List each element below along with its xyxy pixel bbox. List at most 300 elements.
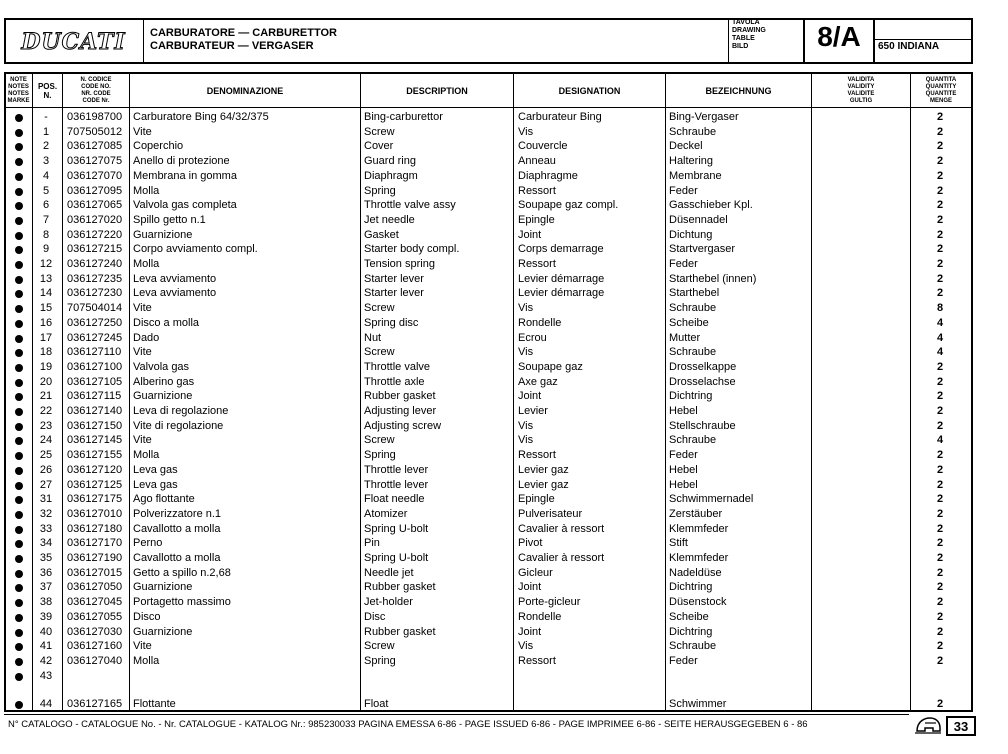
designation-cell: Joint xyxy=(518,228,542,241)
code-cell: 036127240 xyxy=(67,258,123,270)
pos-cell: 43 xyxy=(39,669,53,682)
bezeichnung-cell: Schwimmer xyxy=(669,698,727,711)
table-row xyxy=(0,139,1008,154)
table-row xyxy=(0,507,1008,522)
table-row xyxy=(0,669,1008,684)
table-row xyxy=(0,316,1008,331)
note-bullet-icon xyxy=(15,379,23,387)
code-cell: 036127065 xyxy=(67,199,123,212)
table-row xyxy=(0,272,1008,287)
description-cell: Screw xyxy=(364,434,395,447)
note-bullet-icon xyxy=(15,570,23,578)
description-cell: Starter lever xyxy=(364,287,424,300)
note-bullet-icon xyxy=(15,701,23,709)
bezeichnung-cell: Düsennadel xyxy=(669,213,728,226)
note-bullet-icon xyxy=(15,261,23,269)
note-bullet-icon xyxy=(15,584,23,592)
code-cell: 036127165 xyxy=(67,698,123,711)
col-header-code xyxy=(63,75,129,107)
table-row xyxy=(0,389,1008,404)
pos-cell: 18 xyxy=(39,346,53,359)
note-bullet-icon xyxy=(15,320,23,328)
bezeichnung-cell: Mutter xyxy=(669,331,701,344)
quantity-cell: 2 xyxy=(936,493,944,506)
denominazione-cell: Molla xyxy=(133,449,160,462)
note-bullet-icon xyxy=(15,246,23,254)
description-cell: Rubber gasket xyxy=(364,625,436,638)
note-bullet-icon xyxy=(15,202,23,210)
note-bullet-icon xyxy=(15,526,23,534)
pos-cell: 17 xyxy=(39,331,53,344)
description-cell: Spring xyxy=(364,184,396,197)
pos-cell: 21 xyxy=(39,390,53,403)
denominazione-cell: Cavallotto a molla xyxy=(133,522,221,535)
description-cell: Disc xyxy=(364,610,386,623)
code-cell: 036127100 xyxy=(67,360,123,373)
denominazione-cell: Corpo avviamento compl. xyxy=(133,243,258,256)
designation-cell: Levier démarrage xyxy=(518,287,605,300)
col-header-line: NR. CODE xyxy=(81,91,111,97)
table-row xyxy=(0,419,1008,434)
table-row xyxy=(0,595,1008,610)
quantity-cell: 2 xyxy=(936,169,944,182)
designation-cell: Ressort xyxy=(518,258,556,270)
denominazione-cell: Anello di protezione xyxy=(133,155,230,168)
quantity-cell: 2 xyxy=(936,375,944,388)
description-cell: Atomizer xyxy=(364,507,408,520)
table-row xyxy=(0,463,1008,478)
pos-cell: 32 xyxy=(39,507,53,520)
description-cell: Adjusting lever xyxy=(364,405,437,417)
bezeichnung-cell: Feder xyxy=(669,654,698,667)
designation-cell: Rondelle xyxy=(518,610,562,623)
pos-cell: 14 xyxy=(39,287,53,300)
note-bullet-icon xyxy=(15,437,23,445)
col-header-line: N. CODICE xyxy=(80,77,112,83)
table-row xyxy=(0,639,1008,654)
denominazione-cell: Membrana in gomma xyxy=(133,169,237,182)
pos-cell: 25 xyxy=(39,449,53,462)
bezeichnung-cell: Starthebel xyxy=(669,287,720,300)
description-cell: Spring xyxy=(364,654,396,667)
designation-cell: Couvercle xyxy=(518,140,568,153)
denominazione-cell: Leva di regolazione xyxy=(133,405,229,417)
designation-cell: Joint xyxy=(518,390,542,403)
table-row xyxy=(0,566,1008,581)
catalogue-footer: N° CATALOGO - CATALOGUE No. - Nr. CATALOGUE - KATALOG Nr.: 985230033 PAGINA EMESSA 6-86 - PAGE ISSUED 6-86 - PAGE IMPRIMEE 6-86 - SEITE HERAUSGEGEBEN 6 - 86 xyxy=(8,719,808,730)
code-cell: 036127125 xyxy=(67,478,123,491)
table-row xyxy=(0,301,1008,316)
quantity-cell: 2 xyxy=(936,522,944,535)
description-cell: Float needle xyxy=(364,493,425,506)
denominazione-cell: Guarnizione xyxy=(133,390,193,403)
pos-cell: 41 xyxy=(39,640,53,653)
col-header-line: QUANTITA xyxy=(925,77,957,83)
table-row xyxy=(0,154,1008,169)
header-divider xyxy=(728,18,729,64)
designation-cell: Epingle xyxy=(518,493,555,506)
table-row xyxy=(0,404,1008,419)
denominazione-cell: Vite xyxy=(133,346,152,359)
bezeichnung-cell: Starthebel (innen) xyxy=(669,272,757,285)
table-row xyxy=(0,257,1008,272)
table-top-border xyxy=(4,72,973,74)
note-bullet-icon xyxy=(15,643,23,651)
pos-cell: 35 xyxy=(39,552,53,564)
code-cell: 036127010 xyxy=(67,507,123,520)
quantity-cell: 2 xyxy=(936,243,944,256)
note-bullet-icon xyxy=(15,276,23,284)
note-bullet-icon xyxy=(15,423,23,431)
denominazione-cell: Molla xyxy=(133,654,160,667)
pos-cell: 26 xyxy=(39,463,53,476)
description-cell: Screw xyxy=(364,346,395,359)
description-cell: Diaphragm xyxy=(364,169,418,182)
designation-cell: Levier xyxy=(518,405,548,417)
table-row xyxy=(0,697,1008,712)
code-cell: 036127180 xyxy=(67,522,123,535)
note-bullet-icon xyxy=(15,658,23,666)
designation-cell: Vis xyxy=(518,302,534,315)
col-header-line: MARKE xyxy=(7,98,30,104)
bezeichnung-cell: Scheibe xyxy=(669,316,709,329)
bezeichnung-cell: Haltering xyxy=(669,155,714,168)
code-cell: 036127070 xyxy=(67,169,123,182)
description-cell: Bing-carburettor xyxy=(364,111,443,123)
pos-cell: 20 xyxy=(39,375,53,388)
table-row xyxy=(0,625,1008,640)
col-header-line: MENGE xyxy=(929,98,952,104)
note-bullet-icon xyxy=(15,511,23,519)
table-header-bottom xyxy=(4,107,973,108)
description-cell: Needle jet xyxy=(364,566,414,579)
note-bullet-icon xyxy=(15,482,23,490)
code-cell: 036127045 xyxy=(67,596,123,609)
bezeichnung-cell: Hebel xyxy=(669,405,698,417)
code-cell: 036198700 xyxy=(67,111,123,123)
code-cell: 036127055 xyxy=(67,610,123,623)
table-row xyxy=(0,360,1008,375)
table-labels xyxy=(732,19,766,51)
bezeichnung-cell: Stift xyxy=(669,537,688,550)
quantity-cell: 2 xyxy=(936,596,944,609)
note-bullet-icon xyxy=(15,349,23,357)
code-cell: 036127015 xyxy=(67,566,123,579)
denominazione-cell: Vite xyxy=(133,125,152,138)
quantity-cell: 2 xyxy=(936,287,944,300)
bezeichnung-cell: Feder xyxy=(669,184,698,197)
quantity-cell: 2 xyxy=(936,184,944,197)
pos-cell: 33 xyxy=(39,522,53,535)
quantity-cell: 2 xyxy=(936,155,944,168)
col-header-validita xyxy=(812,75,910,107)
denominazione-cell: Spillo getto n.1 xyxy=(133,213,206,226)
pos-cell: 8 xyxy=(42,228,50,241)
title-line1: CARBURATORE — CARBURETTOR xyxy=(150,27,337,39)
table-row xyxy=(0,125,1008,140)
quantity-cell: 2 xyxy=(936,507,944,520)
table-number: 8/A xyxy=(817,21,861,52)
designation-cell: Soupape gaz xyxy=(518,360,583,373)
quantity-cell: 2 xyxy=(936,258,944,270)
bezeichnung-cell: Schraube xyxy=(669,434,717,447)
col-header-line: N. xyxy=(43,91,52,100)
denominazione-cell: Leva gas xyxy=(133,463,178,476)
pos-cell: 3 xyxy=(42,155,50,168)
table-label: DRAWING xyxy=(732,27,766,34)
denominazione-cell: Vite di regolazione xyxy=(133,419,224,432)
note-bullet-icon xyxy=(15,408,23,416)
col-header-bezeichnung: BEZEICHNUNG xyxy=(705,86,772,96)
page-title xyxy=(150,27,337,53)
designation-cell: Porte-gicleur xyxy=(518,596,581,609)
quantity-cell: 8 xyxy=(936,302,944,315)
denominazione-cell: Vite xyxy=(133,434,152,447)
designation-cell: Rondelle xyxy=(518,316,562,329)
pos-cell: 13 xyxy=(39,272,53,285)
description-cell: Spring xyxy=(364,449,396,462)
table-row xyxy=(0,213,1008,228)
pos-cell: 44 xyxy=(39,698,53,711)
pos-cell: 23 xyxy=(39,419,53,432)
code-cell: 036127145 xyxy=(67,434,123,447)
header-divider xyxy=(873,39,972,40)
pos-cell: 4 xyxy=(42,169,50,182)
table-row xyxy=(0,610,1008,625)
note-bullet-icon xyxy=(15,114,23,122)
quantity-cell: 2 xyxy=(936,449,944,462)
denominazione-cell: Guarnizione xyxy=(133,228,193,241)
description-cell: Throttle valve assy xyxy=(364,199,456,212)
quantity-cell: 2 xyxy=(936,478,944,491)
pos-cell: 31 xyxy=(39,493,53,506)
designation-cell: Soupape gaz compl. xyxy=(518,199,619,212)
note-bullet-icon xyxy=(15,599,23,607)
code-cell: 036127150 xyxy=(67,419,123,432)
denominazione-cell: Valvola gas xyxy=(133,360,190,373)
designation-cell: Ecrou xyxy=(518,331,547,344)
pos-cell: 1 xyxy=(42,125,50,138)
pos-cell: 40 xyxy=(39,625,53,638)
quantity-cell: 2 xyxy=(936,654,944,667)
designation-cell: Ressort xyxy=(518,654,556,667)
bezeichnung-cell: Bing-Vergaser xyxy=(669,111,739,123)
quantity-cell: 4 xyxy=(936,434,944,447)
note-bullet-icon xyxy=(15,496,23,504)
designation-cell: Ressort xyxy=(518,184,556,197)
helmet-icon xyxy=(913,716,943,736)
header-right-border xyxy=(971,18,973,64)
denominazione-cell: Alberino gas xyxy=(133,375,195,388)
note-bullet-icon xyxy=(15,290,23,298)
denominazione-cell: Leva avviamento xyxy=(133,287,217,300)
quantity-cell: 2 xyxy=(936,552,944,564)
description-cell: Starter body compl. xyxy=(364,243,460,256)
table-row xyxy=(0,198,1008,213)
quantity-cell: 2 xyxy=(936,140,944,153)
designation-cell: Vis xyxy=(518,640,534,653)
description-cell: Screw xyxy=(364,302,395,315)
footer-top-border xyxy=(4,714,909,715)
quantity-cell: 2 xyxy=(936,581,944,594)
code-cell: 036127110 xyxy=(67,346,122,359)
bezeichnung-cell: Scheibe xyxy=(669,610,709,623)
designation-cell: Anneau xyxy=(518,155,556,168)
note-bullet-icon xyxy=(15,393,23,401)
col-header-denominazione: DENOMINAZIONE xyxy=(206,86,284,96)
note-bullet-icon xyxy=(15,305,23,313)
bezeichnung-cell: Hebel xyxy=(669,463,698,476)
table-row xyxy=(0,110,1008,125)
designation-cell: Epingle xyxy=(518,213,555,226)
table-row xyxy=(0,242,1008,257)
table-row xyxy=(0,580,1008,595)
pos-cell: 15 xyxy=(39,302,53,315)
model-name: 650 INDIANA xyxy=(878,41,940,52)
code-cell: 036127160 xyxy=(67,640,123,653)
quantity-cell: 2 xyxy=(936,463,944,476)
designation-cell: Pivot xyxy=(518,537,543,550)
pos-cell: 38 xyxy=(39,596,53,609)
pos-cell: 34 xyxy=(39,537,53,550)
description-cell: Throttle valve xyxy=(364,360,431,373)
designation-cell: Cavalier à ressort xyxy=(518,552,605,564)
code-cell: 036127040 xyxy=(67,654,123,667)
designation-cell: Diaphragme xyxy=(518,169,578,182)
code-cell: 036127155 xyxy=(67,449,123,462)
bezeichnung-cell: Schraube xyxy=(669,346,717,359)
col-header-line: POS. xyxy=(37,82,58,91)
col-header-line: NOTE xyxy=(10,77,27,83)
bezeichnung-cell: Membrane xyxy=(669,169,722,182)
code-cell: 036127140 xyxy=(67,405,123,417)
denominazione-cell: Disco a molla xyxy=(133,316,200,329)
note-bullet-icon xyxy=(15,232,23,240)
description-cell: Float xyxy=(364,698,389,711)
quantity-cell: 2 xyxy=(936,125,944,138)
bezeichnung-cell: Klemmfeder xyxy=(669,522,729,535)
table-row xyxy=(0,448,1008,463)
code-cell: 036127170 xyxy=(67,537,123,550)
bezeichnung-cell: Hebel xyxy=(669,478,698,491)
designation-cell: Vis xyxy=(518,125,534,138)
designation-cell: Levier démarrage xyxy=(518,272,605,285)
pos-cell: 39 xyxy=(39,610,53,623)
code-cell: 036127235 xyxy=(67,272,123,285)
denominazione-cell: Flottante xyxy=(133,698,176,711)
code-cell: 707504014 xyxy=(67,302,123,315)
col-header-quantita xyxy=(911,75,971,107)
bezeichnung-cell: Schwimmernadel xyxy=(669,493,754,506)
bezeichnung-cell: Klemmfeder xyxy=(669,552,729,564)
description-cell: Guard ring xyxy=(364,155,416,168)
note-bullet-icon xyxy=(15,217,23,225)
table-row xyxy=(0,654,1008,669)
description-cell: Rubber gasket xyxy=(364,390,436,403)
header-bottom-border xyxy=(4,62,973,64)
table-row xyxy=(0,492,1008,507)
title-line2: CARBURATEUR — VERGASER xyxy=(150,40,314,52)
denominazione-cell: Getto a spillo n.2,68 xyxy=(133,566,231,579)
quantity-cell: 2 xyxy=(936,360,944,373)
designation-cell: Corps demarrage xyxy=(518,243,604,256)
code-cell: 036127085 xyxy=(67,140,123,153)
note-bullet-icon xyxy=(15,467,23,475)
designation-cell: Gicleur xyxy=(518,566,553,579)
description-cell: Jet-holder xyxy=(364,596,413,609)
brand-logo: DUCATI xyxy=(21,28,126,55)
bezeichnung-cell: Drosselkappe xyxy=(669,360,737,373)
denominazione-cell: Leva gas xyxy=(133,478,178,491)
bezeichnung-cell: Drosselachse xyxy=(669,375,736,388)
denominazione-cell: Perno xyxy=(133,537,163,550)
pos-cell: 16 xyxy=(39,316,53,329)
denominazione-cell: Molla xyxy=(133,184,160,197)
note-bullet-icon xyxy=(15,143,23,151)
bezeichnung-cell: Nadeldüse xyxy=(669,566,722,579)
bezeichnung-cell: Schraube xyxy=(669,125,717,138)
denominazione-cell: Guarnizione xyxy=(133,581,193,594)
code-cell: 036127175 xyxy=(67,493,123,506)
note-bullet-icon xyxy=(15,555,23,563)
note-bullet-icon xyxy=(15,129,23,137)
denominazione-cell: Coperchio xyxy=(133,140,184,153)
table-row xyxy=(0,551,1008,566)
bezeichnung-cell: Gasschieber Kpl. xyxy=(669,199,753,212)
table-row xyxy=(0,169,1008,184)
pos-cell: 9 xyxy=(42,243,50,256)
description-cell: Starter lever xyxy=(364,272,424,285)
table-row xyxy=(0,478,1008,493)
description-cell: Pin xyxy=(364,537,380,550)
col-header-line: NOTES xyxy=(8,91,29,97)
code-cell: 036127220 xyxy=(67,228,123,241)
bezeichnung-cell: Dichtung xyxy=(669,228,713,241)
table-row xyxy=(0,228,1008,243)
quantity-cell: 4 xyxy=(936,316,944,329)
quantity-cell: 2 xyxy=(936,272,944,285)
col-header-pos xyxy=(33,75,62,107)
description-cell: Screw xyxy=(364,640,395,653)
quantity-cell: 2 xyxy=(936,610,944,623)
denominazione-cell: Leva avviamento xyxy=(133,272,217,285)
denominazione-cell: Dado xyxy=(133,331,160,344)
note-bullet-icon xyxy=(15,540,23,548)
quantity-cell: 2 xyxy=(936,228,944,241)
designation-cell: Vis xyxy=(518,419,534,432)
col-header-note xyxy=(5,75,32,107)
code-cell: 707505012 xyxy=(67,125,123,138)
bezeichnung-cell: Startvergaser xyxy=(669,243,736,256)
quantity-cell: 2 xyxy=(936,566,944,579)
pos-cell: 27 xyxy=(39,478,53,491)
denominazione-cell: Disco xyxy=(133,610,161,623)
code-cell: 036127215 xyxy=(67,243,123,256)
note-bullet-icon xyxy=(15,188,23,196)
note-bullet-icon xyxy=(15,173,23,181)
table-row xyxy=(0,331,1008,346)
designation-cell: Pulverisateur xyxy=(518,507,583,520)
description-cell: Nut xyxy=(364,331,382,344)
bezeichnung-cell: Zerstäuber xyxy=(669,507,723,520)
designation-cell: Carburateur Bing xyxy=(518,111,602,123)
col-header-line: VALIDITY xyxy=(847,84,875,90)
pos-cell: 7 xyxy=(42,213,50,226)
col-header-line: VALIDITA xyxy=(847,77,875,83)
quantity-cell: 2 xyxy=(936,199,944,212)
quantity-cell: 4 xyxy=(936,346,944,359)
note-bullet-icon xyxy=(15,673,23,681)
